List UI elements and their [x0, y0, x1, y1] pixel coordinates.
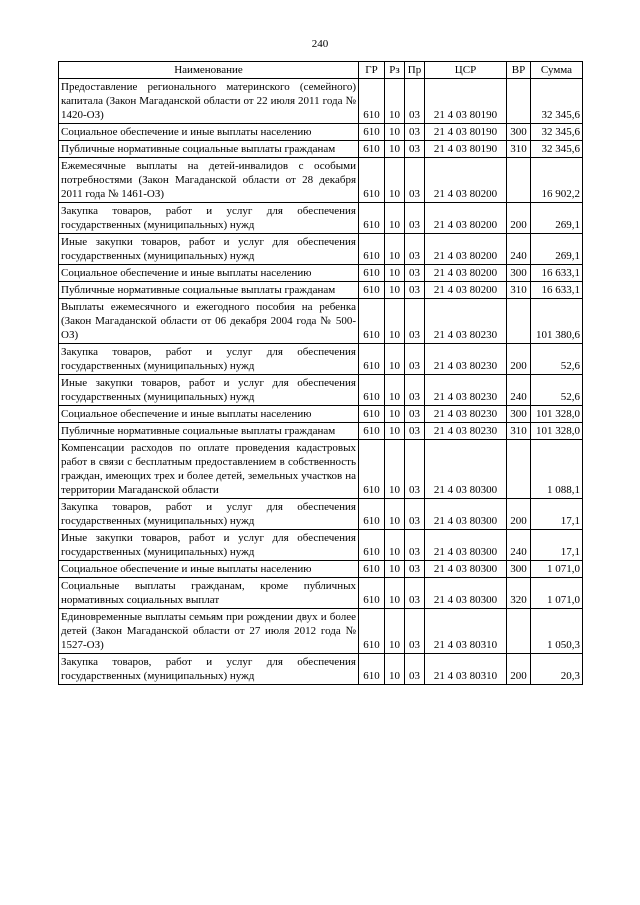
row-csr: 21 4 03 80230	[425, 406, 507, 423]
row-sum: 52,6	[531, 344, 583, 375]
row-name: Иные закупки товаров, работ и услуг для обеспечения государственных (муниципальных) нужд	[59, 234, 359, 265]
row-sum: 101 328,0	[531, 406, 583, 423]
table-row	[59, 375, 583, 406]
header-sum: Сумма	[531, 62, 583, 79]
row-rz: 10	[385, 203, 405, 234]
row-rz: 10	[385, 530, 405, 561]
row-pr: 03	[405, 654, 425, 685]
row-rz: 10	[385, 578, 405, 609]
row-sum: 269,1	[531, 203, 583, 234]
row-gr: 610	[359, 530, 385, 561]
row-vr: 200	[507, 654, 531, 685]
row-name: Выплаты ежемесячного и ежегодного пособия на ребенка (Закон Магаданской области от 06 декабря 2004 года № 500-ОЗ)	[59, 299, 359, 344]
row-sum: 16 902,2	[531, 158, 583, 203]
row-csr: 21 4 03 80230	[425, 375, 507, 406]
row-rz: 10	[385, 423, 405, 440]
page-number: 240	[311, 38, 329, 50]
row-vr: 320	[507, 578, 531, 609]
table-row	[59, 79, 583, 124]
table-row	[59, 299, 583, 344]
row-gr: 610	[359, 561, 385, 578]
table-row	[59, 561, 583, 578]
row-pr: 03	[405, 423, 425, 440]
row-rz: 10	[385, 406, 405, 423]
row-rz: 10	[385, 440, 405, 499]
header-vr: ВР	[507, 62, 531, 79]
header-csr: ЦСР	[425, 62, 507, 79]
row-gr: 610	[359, 234, 385, 265]
table-header-row	[59, 62, 583, 79]
row-name: Иные закупки товаров, работ и услуг для обеспечения государственных (муниципальных) нужд	[59, 530, 359, 561]
table-row	[59, 406, 583, 423]
header-name: Наименование	[59, 62, 359, 79]
row-vr: 310	[507, 141, 531, 158]
row-rz: 10	[385, 299, 405, 344]
table-row	[59, 578, 583, 609]
row-name: Закупка товаров, работ и услуг для обеспечения государственных (муниципальных) нужд	[59, 654, 359, 685]
row-pr: 03	[405, 141, 425, 158]
table-row	[59, 124, 583, 141]
header-pr: Пр	[405, 62, 425, 79]
row-rz: 10	[385, 344, 405, 375]
row-vr: 240	[507, 530, 531, 561]
row-gr: 610	[359, 265, 385, 282]
row-vr: 300	[507, 124, 531, 141]
table-row	[59, 609, 583, 654]
row-gr: 610	[359, 499, 385, 530]
row-pr: 03	[405, 282, 425, 299]
row-vr	[507, 299, 531, 344]
row-csr: 21 4 03 80190	[425, 79, 507, 124]
row-name: Социальное обеспечение и иные выплаты населению	[59, 265, 359, 282]
row-gr: 610	[359, 282, 385, 299]
row-csr: 21 4 03 80300	[425, 578, 507, 609]
row-rz: 10	[385, 654, 405, 685]
row-pr: 03	[405, 578, 425, 609]
row-name: Ежемесячные выплаты на детей-инвалидов с особыми потребностями (Закон Магаданской области от 28 декабря 2011 года № 1461-ОЗ)	[59, 158, 359, 203]
row-pr: 03	[405, 375, 425, 406]
row-rz: 10	[385, 141, 405, 158]
row-pr: 03	[405, 499, 425, 530]
row-pr: 03	[405, 344, 425, 375]
header-gr: ГР	[359, 62, 385, 79]
row-csr: 21 4 03 80190	[425, 141, 507, 158]
row-rz: 10	[385, 609, 405, 654]
row-sum: 1 088,1	[531, 440, 583, 499]
row-gr: 610	[359, 124, 385, 141]
row-gr: 610	[359, 141, 385, 158]
row-gr: 610	[359, 375, 385, 406]
row-name: Закупка товаров, работ и услуг для обеспечения государственных (муниципальных) нужд	[59, 499, 359, 530]
row-pr: 03	[405, 79, 425, 124]
row-csr: 21 4 03 80200	[425, 265, 507, 282]
row-csr: 21 4 03 80230	[425, 299, 507, 344]
row-rz: 10	[385, 561, 405, 578]
row-rz: 10	[385, 282, 405, 299]
row-name: Социальное обеспечение и иные выплаты населению	[59, 406, 359, 423]
row-name: Иные закупки товаров, работ и услуг для обеспечения государственных (муниципальных) нужд	[59, 375, 359, 406]
table-row	[59, 234, 583, 265]
row-pr: 03	[405, 609, 425, 654]
row-csr: 21 4 03 80310	[425, 654, 507, 685]
row-vr: 200	[507, 203, 531, 234]
row-rz: 10	[385, 265, 405, 282]
row-pr: 03	[405, 561, 425, 578]
row-csr: 21 4 03 80230	[425, 344, 507, 375]
row-sum: 52,6	[531, 375, 583, 406]
row-vr: 240	[507, 375, 531, 406]
row-pr: 03	[405, 265, 425, 282]
row-vr: 200	[507, 499, 531, 530]
row-rz: 10	[385, 234, 405, 265]
table-row	[59, 440, 583, 499]
row-csr: 21 4 03 80190	[425, 124, 507, 141]
row-pr: 03	[405, 530, 425, 561]
row-sum: 1 071,0	[531, 578, 583, 609]
row-name: Публичные нормативные социальные выплаты гражданам	[59, 423, 359, 440]
budget-table	[58, 61, 583, 685]
table-row	[59, 282, 583, 299]
row-rz: 10	[385, 158, 405, 203]
row-pr: 03	[405, 203, 425, 234]
row-sum: 32 345,6	[531, 79, 583, 124]
row-sum: 1 071,0	[531, 561, 583, 578]
row-name: Публичные нормативные социальные выплаты гражданам	[59, 141, 359, 158]
row-csr: 21 4 03 80230	[425, 423, 507, 440]
row-csr: 21 4 03 80200	[425, 282, 507, 299]
table-row	[59, 499, 583, 530]
row-vr: 310	[507, 423, 531, 440]
row-vr	[507, 440, 531, 499]
row-gr: 610	[359, 344, 385, 375]
row-sum: 32 345,6	[531, 124, 583, 141]
row-vr	[507, 158, 531, 203]
row-csr: 21 4 03 80310	[425, 609, 507, 654]
table-row	[59, 141, 583, 158]
row-gr: 610	[359, 654, 385, 685]
row-name: Закупка товаров, работ и услуг для обеспечения государственных (муниципальных) нужд	[59, 203, 359, 234]
row-pr: 03	[405, 440, 425, 499]
row-sum: 101 328,0	[531, 423, 583, 440]
table-row	[59, 530, 583, 561]
table-row	[59, 265, 583, 282]
row-name: Закупка товаров, работ и услуг для обеспечения государственных (муниципальных) нужд	[59, 344, 359, 375]
row-rz: 10	[385, 124, 405, 141]
row-sum: 20,3	[531, 654, 583, 685]
row-sum: 269,1	[531, 234, 583, 265]
row-vr: 310	[507, 282, 531, 299]
row-rz: 10	[385, 499, 405, 530]
row-csr: 21 4 03 80200	[425, 158, 507, 203]
row-vr: 200	[507, 344, 531, 375]
row-vr	[507, 79, 531, 124]
row-csr: 21 4 03 80300	[425, 530, 507, 561]
row-gr: 610	[359, 299, 385, 344]
row-gr: 610	[359, 578, 385, 609]
row-pr: 03	[405, 124, 425, 141]
table-row	[59, 423, 583, 440]
row-gr: 610	[359, 79, 385, 124]
table-row	[59, 654, 583, 685]
row-vr: 300	[507, 561, 531, 578]
row-name: Публичные нормативные социальные выплаты гражданам	[59, 282, 359, 299]
row-vr: 300	[507, 265, 531, 282]
row-name: Социальное обеспечение и иные выплаты населению	[59, 561, 359, 578]
table-row	[59, 158, 583, 203]
row-csr: 21 4 03 80200	[425, 203, 507, 234]
row-sum: 17,1	[531, 530, 583, 561]
row-sum: 1 050,3	[531, 609, 583, 654]
row-gr: 610	[359, 406, 385, 423]
row-pr: 03	[405, 158, 425, 203]
row-rz: 10	[385, 79, 405, 124]
row-gr: 610	[359, 423, 385, 440]
row-name: Социальные выплаты гражданам, кроме публичных нормативных социальных выплат	[59, 578, 359, 609]
row-rz: 10	[385, 375, 405, 406]
header-rz: Рз	[385, 62, 405, 79]
row-pr: 03	[405, 234, 425, 265]
row-sum: 16 633,1	[531, 265, 583, 282]
row-vr: 300	[507, 406, 531, 423]
row-vr: 240	[507, 234, 531, 265]
row-name: Предоставление регионального материнского (семейного) капитала (Закон Магаданской области от 22 июля 2011 года № 1420-ОЗ)	[59, 79, 359, 124]
row-gr: 610	[359, 440, 385, 499]
row-sum: 17,1	[531, 499, 583, 530]
row-pr: 03	[405, 299, 425, 344]
row-csr: 21 4 03 80300	[425, 440, 507, 499]
row-csr: 21 4 03 80300	[425, 499, 507, 530]
row-sum: 32 345,6	[531, 141, 583, 158]
row-csr: 21 4 03 80200	[425, 234, 507, 265]
table-row	[59, 203, 583, 234]
row-csr: 21 4 03 80300	[425, 561, 507, 578]
row-gr: 610	[359, 203, 385, 234]
row-name: Компенсации расходов по оплате проведения кадастровых работ в связи с бесплатным предоставлением в собственность граждан, имеющих трех и более детей, земельных участков на территории Магаданской области	[59, 440, 359, 499]
row-name: Социальное обеспечение и иные выплаты населению	[59, 124, 359, 141]
row-gr: 610	[359, 609, 385, 654]
row-vr	[507, 609, 531, 654]
table-body	[59, 79, 583, 685]
row-name: Единовременные выплаты семьям при рождении двух и более детей (Закон Магаданской области от 27 июля 2012 года № 1527-ОЗ)	[59, 609, 359, 654]
row-sum: 16 633,1	[531, 282, 583, 299]
row-sum: 101 380,6	[531, 299, 583, 344]
row-gr: 610	[359, 158, 385, 203]
table-row	[59, 344, 583, 375]
row-pr: 03	[405, 406, 425, 423]
